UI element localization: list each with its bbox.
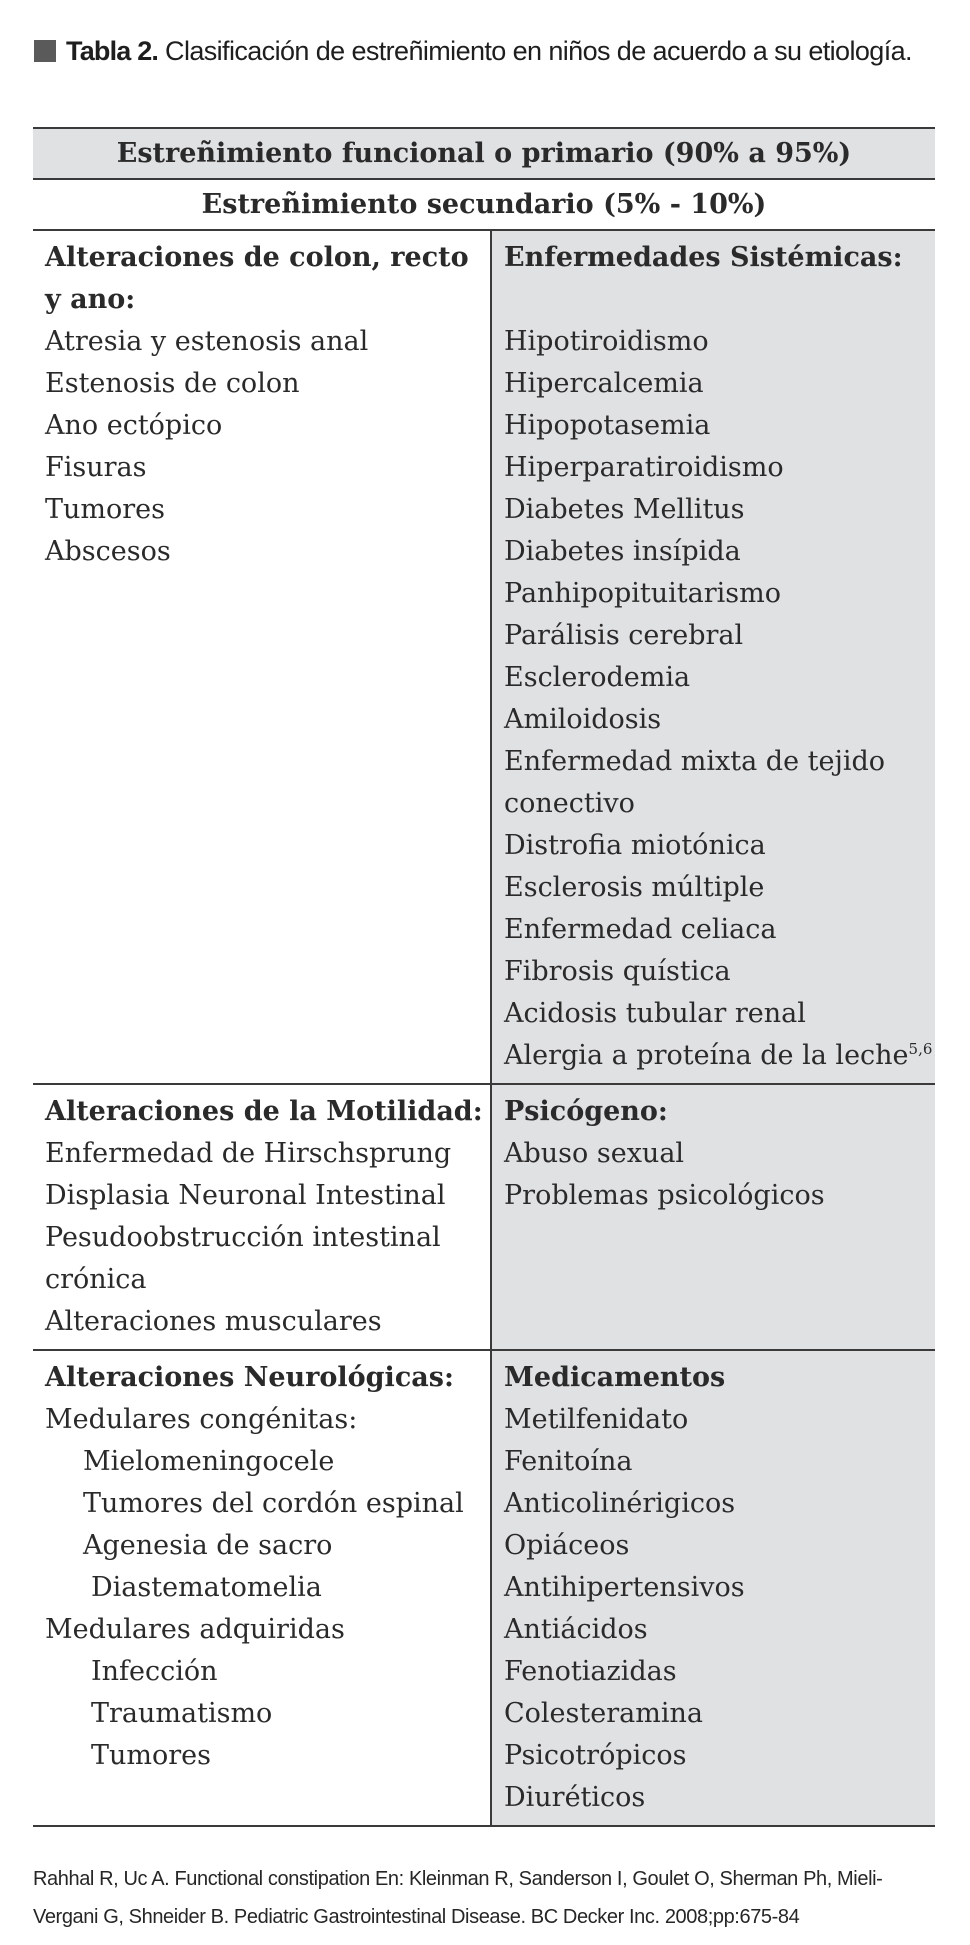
list-item: Abuso sexual <box>504 1138 685 1169</box>
colon-title: Alteraciones de colon, recto y ano: <box>45 242 469 315</box>
psychogenic-cell <box>491 1084 935 1350</box>
list-item: Metilfenidato <box>504 1404 689 1435</box>
list-item: Atresia y estenosis anal <box>45 326 369 357</box>
spacer <box>504 279 935 321</box>
list-item: Esclerosis múltiple <box>504 872 765 903</box>
list-item: Distrofia miotónica <box>504 830 766 861</box>
systemic-title: Enfermedades Sistémicas: <box>504 242 903 273</box>
list-item: Alergia a proteína de la leche <box>504 1040 909 1071</box>
list-item: Infección <box>91 1656 218 1687</box>
list-item: Antihipertensivos <box>504 1572 745 1603</box>
list-item: Opiáceos <box>504 1530 630 1561</box>
list-item: Tumores del cordón espinal <box>83 1488 464 1519</box>
list-item: Anticolinérigicos <box>504 1488 736 1519</box>
motility-cell <box>33 1084 491 1350</box>
list-item: Tumores <box>91 1740 211 1771</box>
reference-superscript: 5,6 <box>908 1040 933 1058</box>
list-item: Fibrosis quística <box>504 956 731 987</box>
caption-label: Tabla 2. <box>66 36 159 66</box>
list-item: Mielomeningocele <box>83 1446 335 1477</box>
neuro-title: Alteraciones Neurológicas: <box>45 1362 454 1393</box>
list-item: Medulares adquiridas <box>45 1614 345 1645</box>
classification-table <box>33 127 935 1827</box>
list-item: Traumatismo <box>91 1698 273 1729</box>
list-item: Hipercalcemia <box>504 368 704 399</box>
list-item: Colesteramina <box>504 1698 703 1729</box>
list-item: Pesudoobstrucción intestinal crónica <box>45 1222 441 1295</box>
list-item: Hipopotasemia <box>504 410 711 441</box>
list-item: Panhipopituitarismo <box>504 578 782 609</box>
list-item: Tumores <box>45 494 165 525</box>
list-item: Hiperparatiroidismo <box>504 452 784 483</box>
list-item: Enfermedad mixta de tejido conectivo <box>504 746 886 819</box>
list-item: Acidosis tubular renal <box>504 998 806 1029</box>
list-item: Diuréticos <box>504 1782 646 1813</box>
list-item: Amiloidosis <box>504 704 662 735</box>
list-item: Fenitoína <box>504 1446 633 1477</box>
secondary-header: Estreñimiento secundario (5% - 10%) <box>33 179 935 230</box>
source-citation: Rahhal R, Uc A. Functional constipation En: Kleinman R, Sanderson I, Goulet O, Sherman Ph, Mieli-Vergani G, Shneider B. Pediatric Gastrointestinal Disease. BC Decker Inc. 2008;pp:675-84 <box>33 1868 883 1928</box>
list-item: Ano ectópico <box>45 410 223 441</box>
list-item: Agenesia de sacro <box>83 1530 333 1561</box>
functional-header: Estreñimiento funcional o primario (90% a 95%) <box>33 128 935 179</box>
list-item: Psicotrópicos <box>504 1740 687 1771</box>
list-item: Parálisis cerebral <box>504 620 744 651</box>
list-item-with-reference <box>504 1035 935 1077</box>
table-row-neuro-meds <box>33 1350 935 1826</box>
list-item: Enfermedad de Hirschsprung <box>45 1138 452 1169</box>
motility-title: Alteraciones de la Motilidad: <box>45 1096 483 1127</box>
table-row-colon-systemic <box>33 230 935 1084</box>
table-row-motility-psychogenic <box>33 1084 935 1350</box>
systemic-cell <box>491 230 935 1084</box>
list-item: Abscesos <box>45 536 171 567</box>
caption-square-icon <box>34 40 56 62</box>
list-item: Diastematomelia <box>91 1572 322 1603</box>
list-item: Diabetes insípida <box>504 536 741 567</box>
meds-cell <box>491 1350 935 1826</box>
list-item: Problemas psicológicos <box>504 1180 825 1211</box>
list-item: Esclerodemia <box>504 662 691 693</box>
meds-title: Medicamentos <box>504 1362 726 1393</box>
list-item: Diabetes Mellitus <box>504 494 745 525</box>
list-item: Fisuras <box>45 452 147 483</box>
list-item: Hipotiroidismo <box>504 326 709 357</box>
list-item: Alteraciones musculares <box>45 1306 382 1337</box>
table-caption <box>34 34 912 68</box>
list-item: Fenotiazidas <box>504 1656 677 1687</box>
caption-text: Clasificación de estreñimiento en niños de acuerdo a su etiología. <box>165 36 912 66</box>
functional-row <box>33 128 935 179</box>
list-item: Enfermedad celiaca <box>504 914 777 945</box>
list-item: Estenosis de colon <box>45 368 300 399</box>
psychogenic-title: Psicógeno: <box>504 1096 668 1127</box>
neuro-cell <box>33 1350 491 1826</box>
secondary-row <box>33 179 935 230</box>
list-item: Medulares congénitas: <box>45 1404 358 1435</box>
list-item: Displasia Neuronal Intestinal <box>45 1180 446 1211</box>
colon-cell <box>33 230 491 1084</box>
list-item: Antiácidos <box>504 1614 648 1645</box>
